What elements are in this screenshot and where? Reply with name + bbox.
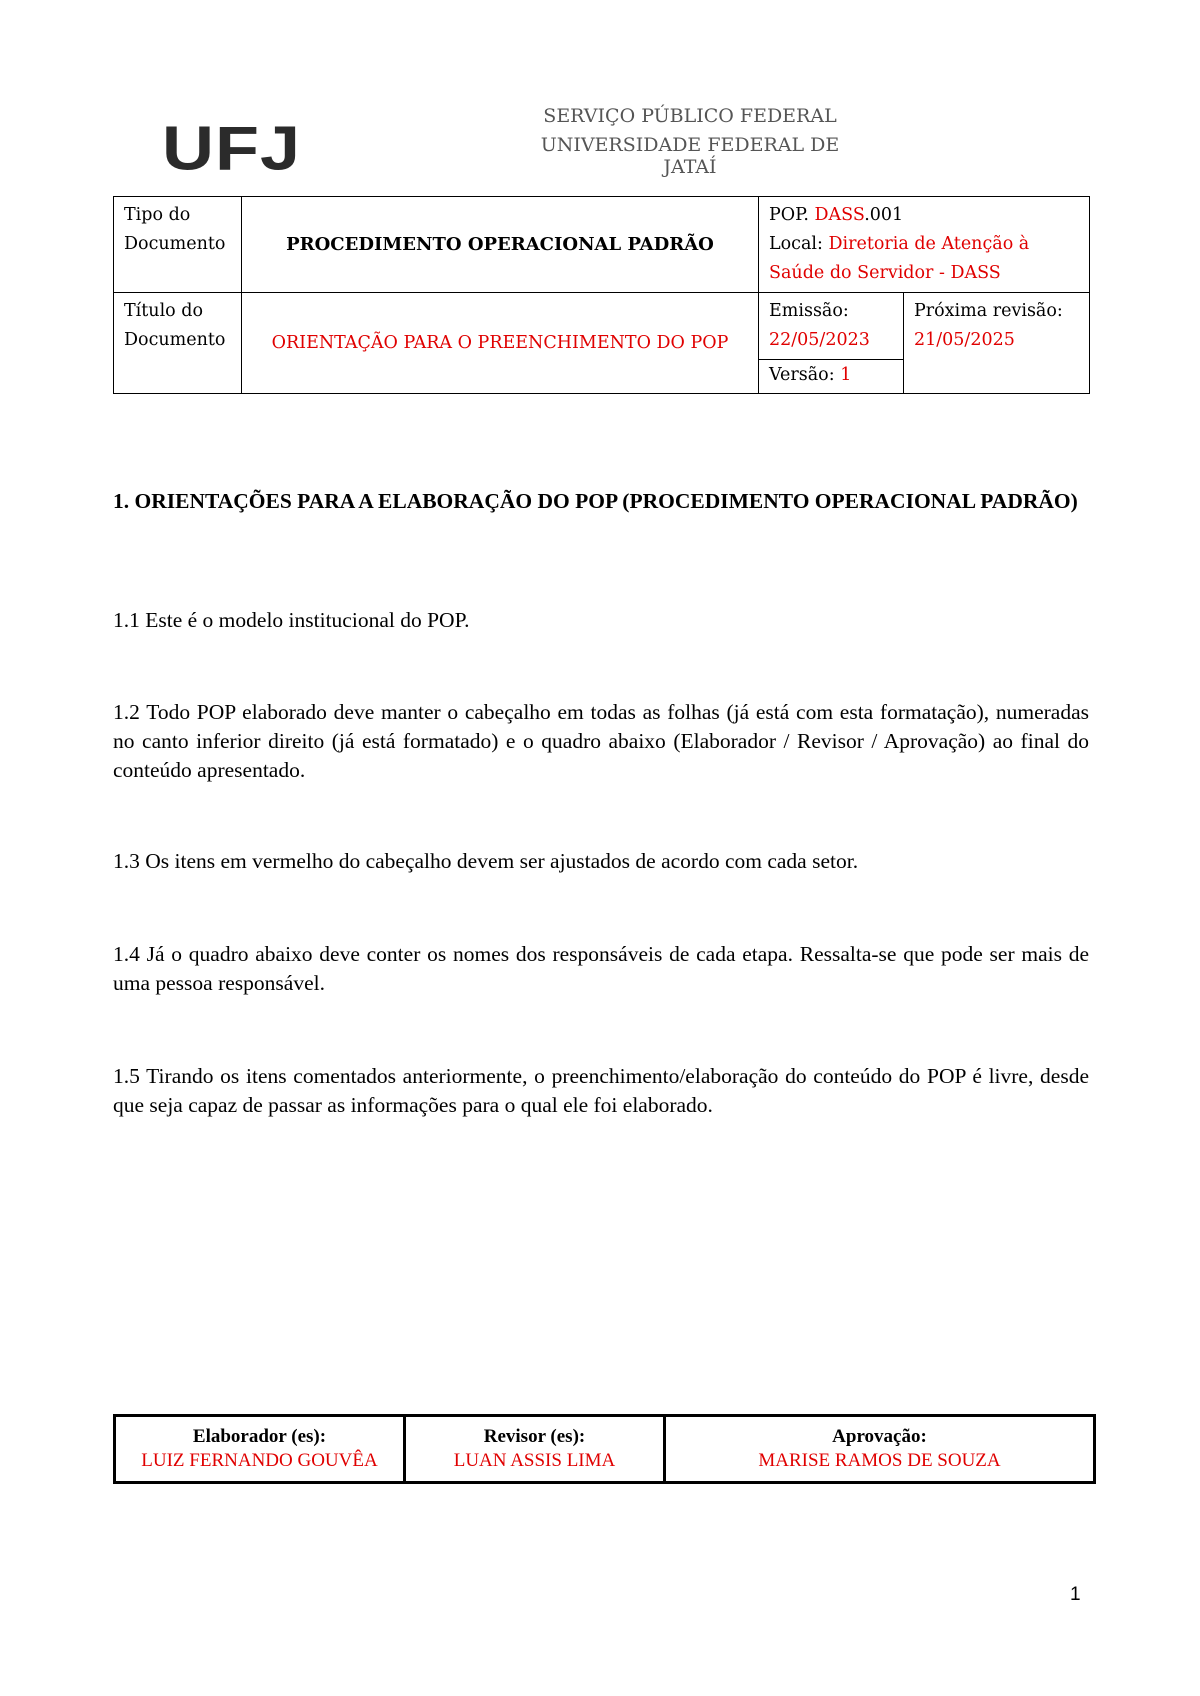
item-1-4: 1.4 Já o quadro abaixo deve conter os nomes dos responsáveis de cada etapa. Ressalta-se que pode ser mais de uma pessoa responsável. (113, 942, 1089, 995)
revisor-label: Revisor (es): (483, 1426, 586, 1447)
item-1-1: 1.1 Este é o modelo institucional do POP. (113, 608, 470, 632)
versao-label: Versão: (769, 365, 835, 385)
local-value: Diretoria de Atenção à Saúde do Servidor - DASS (769, 234, 1030, 283)
signature-table (113, 1414, 1096, 1484)
titulo-value: ORIENTAÇÃO PARA O PREENCHIMENTO DO POP (242, 293, 759, 394)
elaborador-name: LUIZ FERNANDO GOUVÊA (141, 1450, 378, 1471)
titulo-label-cell (114, 293, 242, 394)
pop-info-cell (759, 197, 1090, 293)
elaborador-cell (115, 1416, 405, 1483)
document-info-table (113, 196, 1090, 394)
versao-cell (759, 360, 904, 394)
aprovacao-name: MARISE RAMOS DE SOUZA (758, 1450, 1001, 1471)
tipo-label-cell (114, 197, 242, 293)
item-1-3: 1.3 Os itens em vermelho do cabeçalho devem ser ajustados de acordo com cada setor. (113, 849, 859, 873)
titulo-label-line-1: Título do (124, 301, 204, 321)
emissao-label: Emissão: (769, 301, 849, 321)
pop-prefix: POP. (769, 205, 809, 225)
item-1-2: 1.2 Todo POP elaborado deve manter o cabeçalho em todas as folhas (já está com esta formatação), numeradas no canto inferior direito (já está formatado) e o quadro abaixo (Elaborador / Revisor / Aprovação) ao final do conteúdo apresentado. (113, 700, 1089, 782)
local-label: Local: (769, 234, 823, 254)
elaborador-label: Elaborador (es): (192, 1426, 327, 1447)
versao-value: 1 (840, 365, 852, 385)
header-line-1: SERVIÇO PÚBLICO FEDERAL (543, 105, 837, 127)
emissao-value: 22/05/2023 (769, 330, 870, 350)
local-line (769, 230, 1079, 288)
ufj-logo: UFJ (162, 114, 302, 184)
tipo-label-line-2: Documento (124, 234, 226, 254)
aprovacao-cell (665, 1416, 1095, 1483)
section-title: 1. ORIENTAÇÕES PARA A ELABORAÇÃO DO POP (PROCEDIMENTO OPERACIONAL PADRÃO) (113, 489, 1078, 513)
pop-code-red: DASS (814, 205, 865, 225)
tipo-value: PROCEDIMENTO OPERACIONAL PADRÃO (242, 197, 759, 293)
page-number: 1 (1070, 1584, 1081, 1605)
proxima-value: 21/05/2025 (914, 330, 1015, 350)
pop-code (769, 201, 1079, 230)
aprovacao-label: Aprovação: (832, 1426, 927, 1447)
tipo-label-line-1: Tipo do (124, 205, 191, 225)
pop-code-suffix: .001 (864, 205, 904, 225)
proxima-revisao-cell (904, 293, 1090, 394)
proxima-label: Próxima revisão: (914, 301, 1063, 321)
titulo-label-line-2: Documento (124, 330, 226, 350)
revisor-cell (405, 1416, 665, 1483)
header-line-2: UNIVERSIDADE FEDERAL DE JATAÍ (540, 134, 840, 178)
emissao-cell (759, 293, 904, 360)
item-1-5: 1.5 Tirando os itens comentados anteriormente, o preenchimento/elaboração do conteúdo do POP é livre, desde que seja capaz de passar as informações para o qual ele foi elaborado. (113, 1064, 1089, 1117)
revisor-name: LUAN ASSIS LIMA (453, 1450, 616, 1471)
